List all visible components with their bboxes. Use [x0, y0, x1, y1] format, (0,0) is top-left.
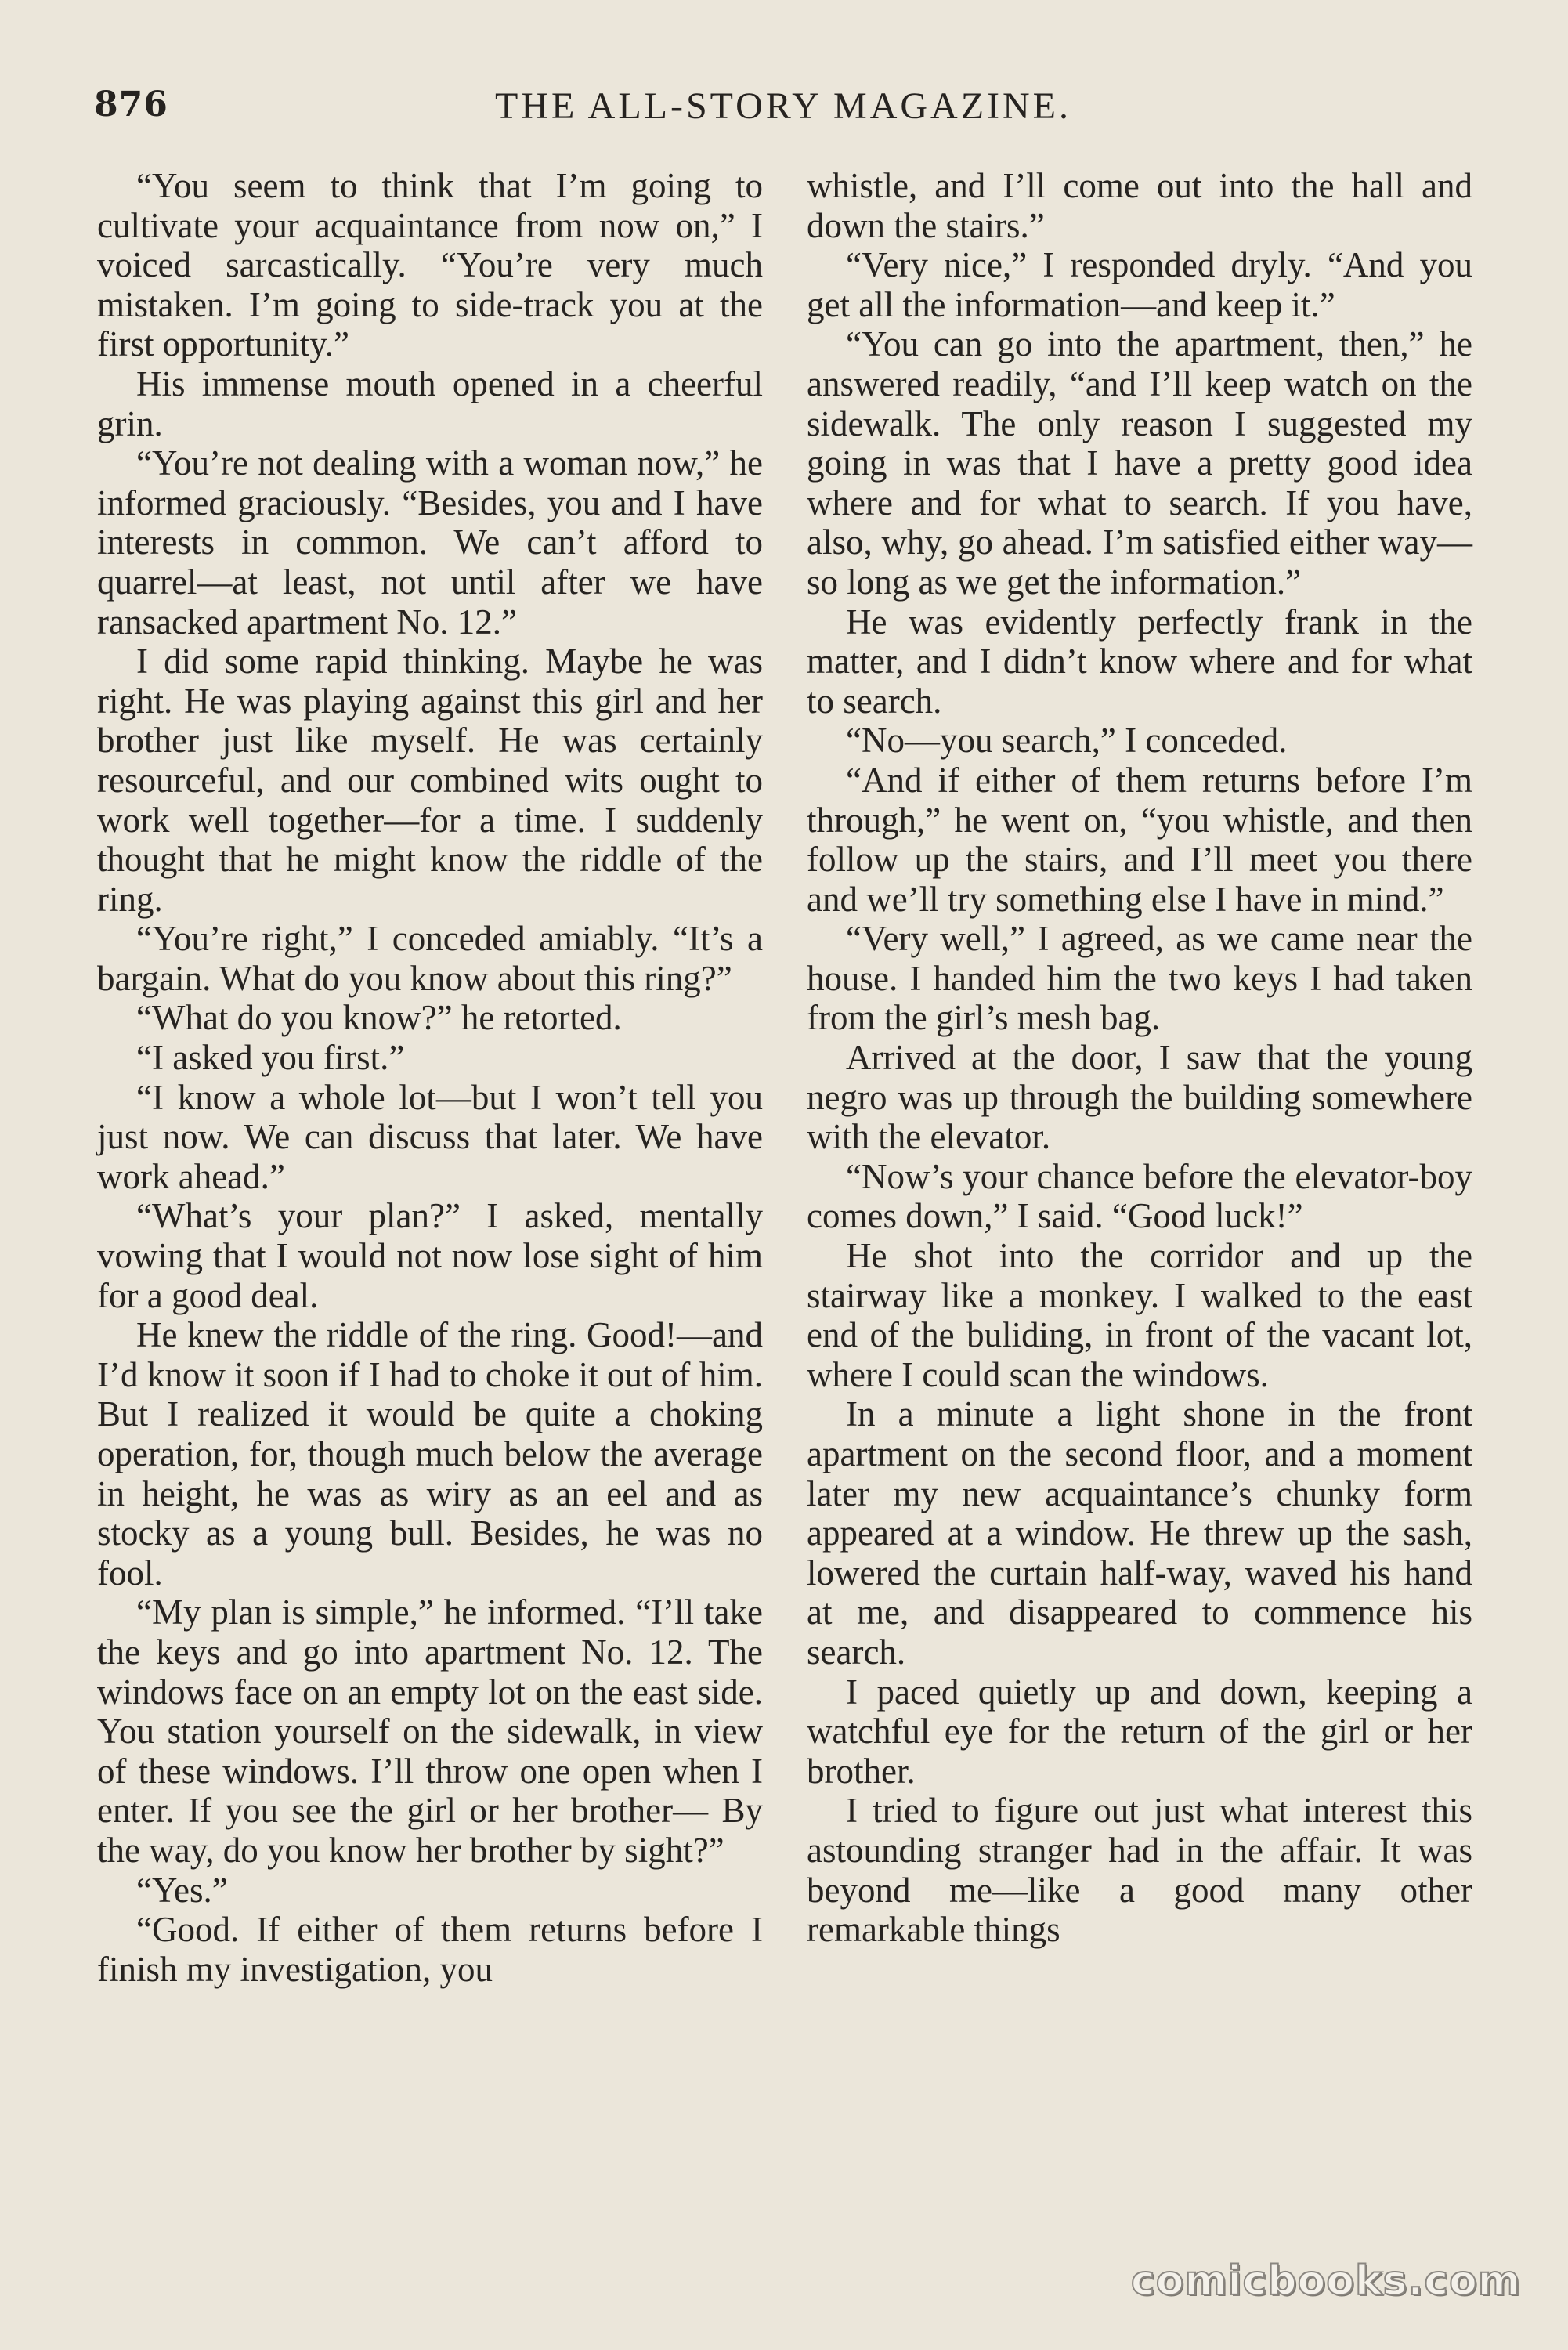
paragraph: Arrived at the door, I saw that the young negro was up through the building somewhere with the elevator.	[807, 1038, 1472, 1157]
paragraph: He was evidently perfectly frank in the matter, and I didn’t know where and for what to search.	[807, 602, 1472, 721]
watermark: comicbooks.com	[1130, 2258, 1521, 2305]
paragraph: “And if either of them returns before I’m through,” he went on, “you whistle, and then follow up the stairs, and I’ll meet you there and we’ll try something else I have in mind.”	[807, 760, 1472, 919]
paragraph: “You’re not dealing with a woman now,” he informed graciously. “Besides, you and I have interests in common. We can’t afford to quarrel—at least, not until after we have ransacked apartment No. 12.”	[97, 443, 763, 642]
paragraph: “My plan is simple,” he informed. “I’ll take the keys and go into apartment No. 12. The windows face on an empty lot on the east side. You station yourself on the sidewalk, in view of these windows. I’ll throw one open when I enter. If you see the girl or her brother— By the way, do you know her brother by sight?”	[97, 1593, 763, 1870]
paragraph: “Yes.”	[136, 1870, 228, 1910]
paragraph: “You can go into the apartment, then,” he answered readily, “and I’ll keep watch on the sidewalk. The only reason I suggested my going in was that I have a pretty good idea where and for what to search. If you have, also, why, go ahead. I’m satisfied either way—so long as we get the information.”	[807, 324, 1472, 602]
paragraph: “What do you know?” he retorted.	[136, 998, 622, 1038]
paragraph: “You’re right,” I conceded amiably. “It’s a bargain. What do you know about this ring?”	[97, 919, 763, 998]
paragraph: “You seem to think that I’m going to cultivate your acquaintance from now on,” I voiced sarcastically. “You’re very much mistaken. I’m going to side-track you at the first opportunity.”	[97, 166, 763, 364]
paragraph: He knew the riddle of the ring. Good!—and I’d know it soon if I had to choke it out of him. But I realized it would be quite a choking operation, for, though much below the average in height, he was as wiry as an eel and as stocky as a young bull. Besides, he was no fool.	[97, 1315, 763, 1593]
paragraph: I did some rapid thinking. Maybe he was right. He was playing against this girl and her brother just like myself. He was certainly resourceful, and our combined wits ought to work well together—for a time. I suddenly thought that he might know the riddle of the ring.	[97, 642, 763, 919]
paragraph-continued: whistle, and I’ll come out into the hall and down the stairs.”	[807, 166, 1472, 245]
paragraph: I tried to figure out just what interest this astounding stranger had in the affair. It was beyond me—like a good many other remarkable things	[807, 1791, 1472, 1950]
paragraph: “Good. If either of them returns before I finish my investigation, you	[97, 1910, 763, 1989]
paragraph: “I know a whole lot—but I won’t tell you just now. We can discuss that later. We have work ahead.”	[97, 1077, 763, 1196]
running-title: THE ALL-STORY MAGAZINE.	[495, 85, 1071, 127]
paragraph: “I asked you first.”	[136, 1038, 405, 1078]
paragraph: His immense mouth opened in a cheerful grin.	[97, 363, 763, 443]
paragraph: “Very well,” I agreed, as we came near the house. I handed him the two keys I had taken from the girl’s mesh bag.	[807, 919, 1472, 1038]
right-column	[807, 166, 1472, 1950]
page-number: 876	[94, 85, 168, 125]
paragraph: “What’s your plan?” I asked, mentally vowing that I would not now lose sight of him for a good deal.	[97, 1196, 763, 1315]
paragraph: “No—you search,” I conceded.	[846, 721, 1288, 761]
paragraph: “Very nice,” I responded dryly. “And you get all the information—and keep it.”	[807, 245, 1472, 324]
paragraph: I paced quietly up and down, keeping a watchful eye for the return of the girl or her brother.	[807, 1672, 1472, 1791]
left-column	[97, 166, 763, 1989]
page-header	[94, 85, 1472, 132]
paragraph: He shot into the corridor and up the stairway like a monkey. I walked to the east end of the buliding, in front of the vacant lot, where I could scan the windows.	[807, 1236, 1472, 1394]
paragraph: “Now’s your chance before the elevator-boy comes down,” I said. “Good luck!”	[807, 1156, 1472, 1236]
paragraph: In a minute a light shone in the front apartment on the second floor, and a moment later my new acquaintance’s chunky form appeared at a window. He threw up the sash, lowered the curtain half-way, waved his hand at me, and disappeared to commence his search.	[807, 1394, 1472, 1672]
